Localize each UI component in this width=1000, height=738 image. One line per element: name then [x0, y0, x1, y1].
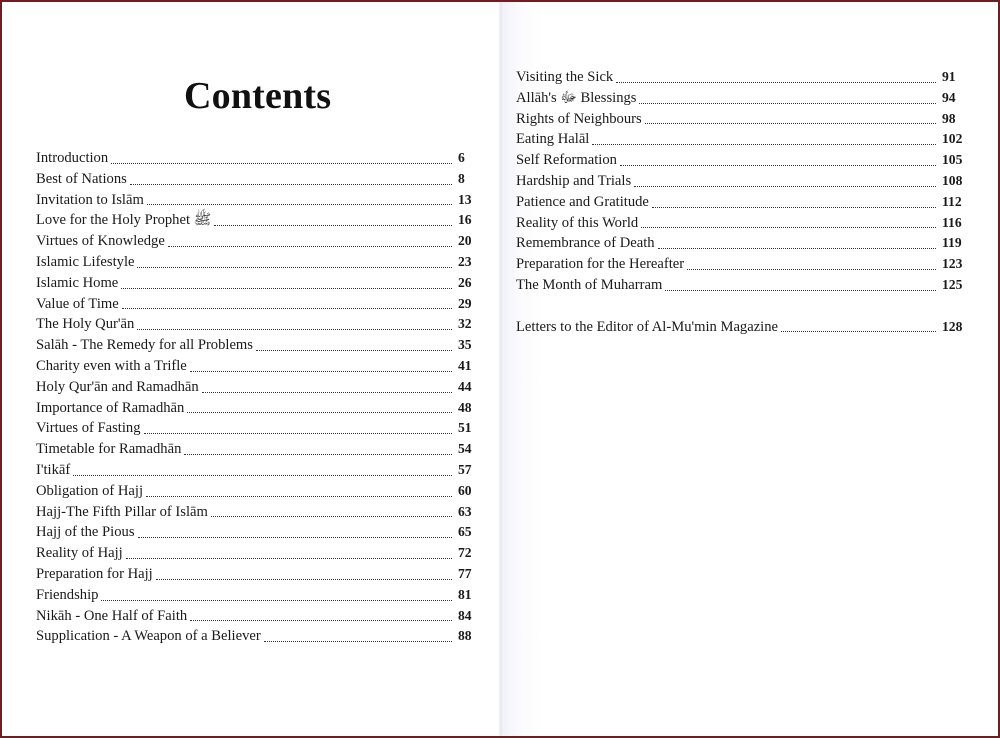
right-page — [502, 2, 998, 736]
toc-entry-page-number: 26 — [458, 274, 472, 290]
toc-entry-label: Eating Halāl — [516, 131, 590, 148]
toc-entry[interactable] — [36, 314, 488, 335]
toc-entry[interactable] — [516, 275, 972, 296]
toc-entry[interactable] — [36, 398, 488, 419]
dot-leader — [156, 579, 452, 580]
toc-entry-page-number: 88 — [458, 628, 472, 644]
toc-entry-label: Holy Qur'ān and Ramadhān — [36, 378, 199, 395]
toc-entry[interactable] — [516, 150, 972, 171]
toc-entry[interactable] — [36, 585, 488, 606]
dot-leader — [620, 165, 936, 166]
toc-entry-label: Islamic Home — [36, 274, 119, 291]
toc-entry-label: Self Reformation — [516, 152, 617, 169]
toc-entry[interactable] — [36, 335, 488, 356]
toc-entry[interactable] — [516, 233, 972, 254]
toc-entry[interactable] — [36, 148, 488, 169]
toc-entry-label: Timetable for Ramadhān — [36, 441, 182, 458]
toc-entry-label: Importance of Ramadhān — [36, 399, 185, 416]
dot-leader — [146, 496, 452, 497]
toc-entry[interactable] — [516, 213, 972, 234]
toc-entry-label: Charity even with a Trifle — [36, 357, 187, 374]
toc-entry-page-number: 102 — [942, 131, 963, 147]
toc-entry-label: Hajj of the Pious — [36, 524, 135, 541]
toc-entry-page-number: 112 — [942, 193, 962, 209]
toc-entry-label: Nikāh - One Half of Faith — [36, 607, 188, 624]
toc-entry[interactable] — [36, 522, 488, 543]
dot-leader — [126, 558, 452, 559]
toc-entry-page-number: 98 — [942, 110, 956, 126]
toc-entry[interactable] — [36, 294, 488, 315]
toc-entry-page-number: 72 — [458, 545, 472, 561]
toc-entry-label: Reality of Hajj — [36, 545, 123, 562]
dot-leader — [202, 392, 452, 393]
toc-entry-page-number: 32 — [458, 316, 472, 332]
dot-leader — [781, 331, 936, 332]
toc-entry-label: Invitation to Islām — [36, 191, 144, 208]
toc-entry-page-number: 105 — [942, 152, 963, 168]
toc-entry[interactable] — [36, 210, 488, 231]
toc-entry-page-number: 128 — [942, 318, 963, 334]
toc-entry-page-number: 77 — [458, 565, 472, 581]
toc-entry[interactable] — [516, 67, 972, 88]
dot-leader — [190, 371, 452, 372]
toc-entry-page-number: 81 — [458, 586, 472, 602]
toc-entry-label: Letters to the Editor of Al-Mu'min Magazine — [516, 318, 779, 335]
toc-entry-page-number: 54 — [458, 441, 472, 457]
dot-leader — [264, 641, 452, 642]
toc-entry[interactable] — [36, 418, 488, 439]
dot-leader — [634, 186, 936, 187]
toc-entry-label: Introduction — [36, 150, 109, 166]
toc-entry-label: Visiting the Sick — [516, 69, 614, 85]
toc-entry-label: Best of Nations — [36, 170, 127, 187]
toc-entry-label: Obligation of Hajj — [36, 482, 144, 499]
dot-leader — [645, 123, 936, 124]
toc-entry-page-number: 23 — [458, 253, 472, 269]
toc-entry-page-number: 44 — [458, 378, 472, 394]
toc-entry-page-number: 108 — [942, 172, 963, 188]
dot-leader — [168, 246, 452, 247]
toc-entry-page-number: 119 — [942, 235, 962, 251]
dot-leader — [687, 269, 936, 270]
toc-entry-label: The Month of Muharram — [516, 276, 663, 293]
toc-entry-label: Salāh - The Remedy for all Problems — [36, 337, 253, 354]
dot-leader — [138, 537, 452, 538]
toc-entry[interactable] — [36, 356, 488, 377]
dot-leader — [214, 225, 452, 226]
toc-left-list — [36, 148, 488, 647]
toc-entry-label: Preparation for the Hereafter — [516, 256, 685, 273]
toc-entry-label: Hardship and Trials — [516, 172, 632, 189]
toc-entry[interactable] — [36, 481, 488, 502]
dot-leader — [122, 308, 452, 309]
toc-entry-label: Allāh's ﷻ Blessings — [516, 89, 637, 106]
left-page — [2, 2, 500, 736]
dot-leader — [111, 163, 452, 164]
dot-leader — [101, 600, 452, 601]
dot-leader — [190, 620, 452, 621]
toc-entry[interactable] — [36, 252, 488, 273]
toc-entry-page-number: 13 — [458, 191, 472, 207]
toc-entry-page-number: 57 — [458, 461, 472, 477]
toc-entry-page-number: 6 — [458, 150, 465, 165]
toc-entry[interactable] — [36, 190, 488, 211]
toc-entry[interactable] — [516, 129, 972, 150]
toc-entry[interactable] — [36, 231, 488, 252]
dot-leader — [121, 288, 452, 289]
dot-leader — [658, 248, 936, 249]
toc-entry[interactable] — [516, 88, 972, 109]
toc-entry-page-number: 60 — [458, 482, 472, 498]
dot-leader — [144, 433, 452, 434]
toc-entry[interactable] — [516, 171, 972, 192]
toc-entry[interactable] — [36, 543, 488, 564]
toc-right-list — [516, 67, 972, 337]
toc-entry-label: Rights of Neighbours — [516, 110, 642, 127]
toc-entry-page-number: 8 — [458, 170, 465, 186]
toc-entry-page-number: 48 — [458, 399, 472, 415]
toc-entry-label: Love for the Holy Prophet ﷺ — [36, 212, 212, 229]
toc-entry-page-number: 123 — [942, 256, 963, 272]
toc-entry-label: Islamic Lifestyle — [36, 253, 135, 270]
toc-entry-label: Reality of this World — [516, 214, 639, 231]
dot-leader — [616, 82, 936, 83]
toc-entry-page-number: 94 — [942, 89, 956, 105]
dot-leader — [137, 267, 452, 268]
toc-entry-page-number: 20 — [458, 233, 472, 249]
toc-entry[interactable] — [516, 192, 972, 213]
toc-entry-label: Remembrance of Death — [516, 235, 655, 252]
dot-leader — [73, 475, 452, 476]
toc-entry-label: Virtues of Fasting — [36, 420, 141, 437]
toc-entry[interactable] — [36, 273, 488, 294]
toc-entry-page-number: 116 — [942, 214, 962, 230]
toc-entry-page-number: 63 — [458, 503, 472, 519]
toc-entry-page-number: 29 — [458, 295, 472, 311]
dot-leader — [184, 454, 452, 455]
dot-leader — [639, 103, 936, 104]
dot-leader — [256, 350, 452, 351]
toc-entry-page-number: 51 — [458, 420, 472, 436]
toc-entry-label: Hajj-The Fifth Pillar of Islām — [36, 503, 208, 520]
dot-leader — [187, 412, 452, 413]
toc-entry-page-number: 91 — [942, 69, 956, 84]
toc-entry[interactable] — [36, 606, 488, 627]
toc-entry[interactable] — [36, 439, 488, 460]
toc-entry-page-number: 84 — [458, 607, 472, 623]
toc-entry[interactable] — [36, 460, 488, 481]
toc-spacer — [516, 296, 972, 317]
toc-entry-page-number: 125 — [942, 276, 963, 292]
dot-leader — [652, 207, 936, 208]
dot-leader — [641, 227, 936, 228]
dot-leader — [130, 184, 452, 185]
toc-entry-label: Friendship — [36, 586, 99, 603]
toc-entry[interactable] — [36, 169, 488, 190]
toc-entry[interactable] — [36, 377, 488, 398]
dot-leader — [137, 329, 452, 330]
toc-entry-page-number: 65 — [458, 524, 472, 540]
dot-leader — [211, 516, 452, 517]
toc-entry-page-number: 41 — [458, 357, 472, 373]
toc-entry-page-number: 35 — [458, 337, 472, 353]
toc-entry-page-number: 16 — [458, 212, 472, 228]
toc-entry-label: I'tikāf — [36, 461, 71, 478]
toc-entry[interactable] — [36, 626, 488, 647]
toc-entry[interactable] — [36, 564, 488, 585]
toc-entry-label: Virtues of Knowledge — [36, 233, 165, 250]
dot-leader — [592, 144, 936, 145]
toc-entry-label: Supplication - A Weapon of a Believer — [36, 628, 261, 645]
toc-entry-label: Patience and Gratitude — [516, 193, 649, 210]
toc-entry-label: The Holy Qur'ān — [36, 316, 135, 333]
toc-entry[interactable] — [516, 254, 972, 275]
toc-entry-final[interactable] — [516, 317, 972, 338]
contents-title: Contents — [184, 75, 332, 117]
toc-entry-label: Preparation for Hajj — [36, 565, 153, 582]
toc-entry[interactable] — [36, 502, 488, 523]
dot-leader — [665, 290, 936, 291]
dot-leader — [147, 204, 452, 205]
toc-entry-label: Value of Time — [36, 295, 119, 312]
toc-entry[interactable] — [516, 109, 972, 130]
